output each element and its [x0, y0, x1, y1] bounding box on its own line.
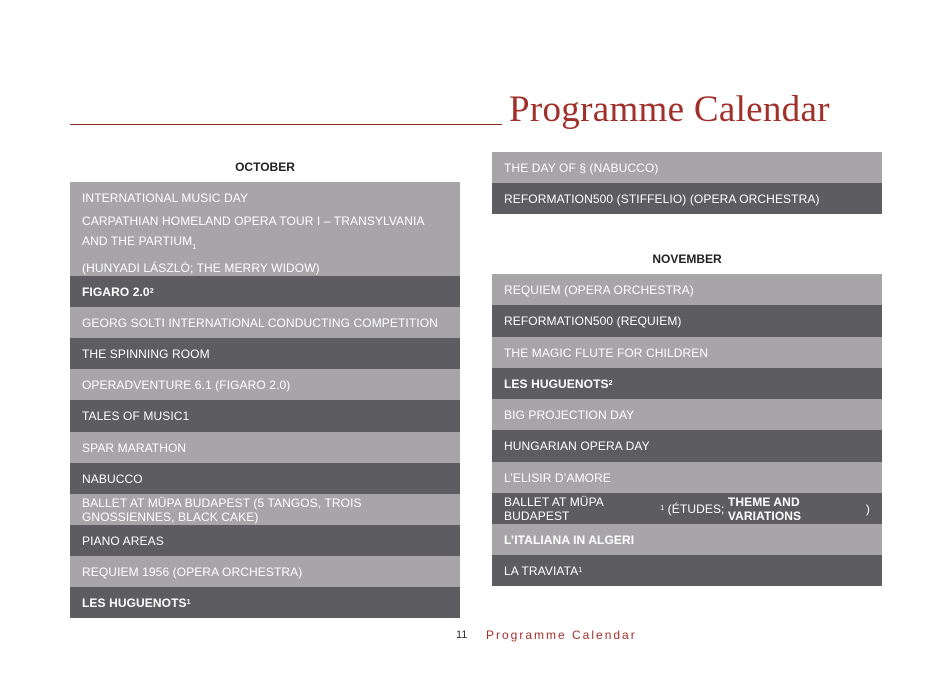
calendar-row: FIGARO 2.0 2: [70, 276, 460, 307]
calendar-row: L’ELISIR D’AMORE: [492, 462, 882, 493]
page-title: Programme Calendar: [509, 89, 830, 130]
october-column: [70, 152, 460, 618]
calendar-row: THE SPINNING ROOM: [70, 338, 460, 369]
title-rule: [70, 124, 502, 125]
calendar-row: LA TRAVIATA 1: [492, 555, 882, 586]
calendar-row: REFORMATION500 (STIFFELIO) (OPERA ORCHESTRA): [492, 183, 882, 214]
calendar-row: L’ITALIANA IN ALGERI: [492, 524, 882, 555]
calendar-row: REQUIEM (OPERA ORCHESTRA): [492, 274, 882, 305]
calendar-row: NABUCCO: [70, 463, 460, 494]
calendar-row: LES HUGUENOTS 2: [492, 368, 882, 399]
page-number: 11: [456, 629, 468, 641]
calendar-row: SPAR MARATHON: [70, 432, 460, 463]
section-spacer: [492, 214, 882, 244]
month-heading-november: NOVEMBER: [652, 252, 722, 266]
calendar-row: BIG PROJECTION DAY: [492, 399, 882, 430]
calendar-row: LES HUGUENOTS 1: [70, 587, 460, 618]
calendar-row: INTERNATIONAL MUSIC DAY: [70, 182, 460, 213]
calendar-row: PIANO AREAS: [70, 525, 460, 556]
calendar-row: OPERADVENTURE 6.1 (FIGARO 2.0): [70, 369, 460, 400]
calendar-row: THE DAY OF § (NABUCCO): [492, 152, 882, 183]
calendar-row: TALES OF MUSIC1: [70, 400, 460, 432]
calendar-row: THE MAGIC FLUTE FOR CHILDREN: [492, 337, 882, 368]
calendar-row: GEORG SOLTI INTERNATIONAL CONDUCTING COMPETITION: [70, 307, 460, 338]
calendar-row: REFORMATION500 (REQUIEM): [492, 305, 882, 337]
calendar-row: HUNGARIAN OPERA DAY: [492, 430, 882, 462]
calendar-row: CARPATHIAN HOMELAND OPERA TOUR I – TRANSYLVANIA AND THE $PARTIUM_1$ (HUNYADI LÁSZLÓ; THE MERRY WIDOW): [70, 213, 460, 276]
calendar-row: BALLET AT MÜPA BUDAPEST (5 TANGOS, TROIS GNOSSIENNES, BLACK CAKE): [70, 494, 460, 525]
page-footer: [0, 628, 944, 648]
november-column: [492, 152, 882, 586]
calendar-row: BALLET AT MÜPA BUDAPEST 1 (ÉTUDES; THEME AND VARIATIONS ): [492, 493, 882, 524]
calendar-row: REQUIEM 1956 (OPERA ORCHESTRA): [70, 556, 460, 587]
month-heading-october: OCTOBER: [235, 160, 295, 174]
footer-title: Programme Calendar: [486, 628, 637, 642]
